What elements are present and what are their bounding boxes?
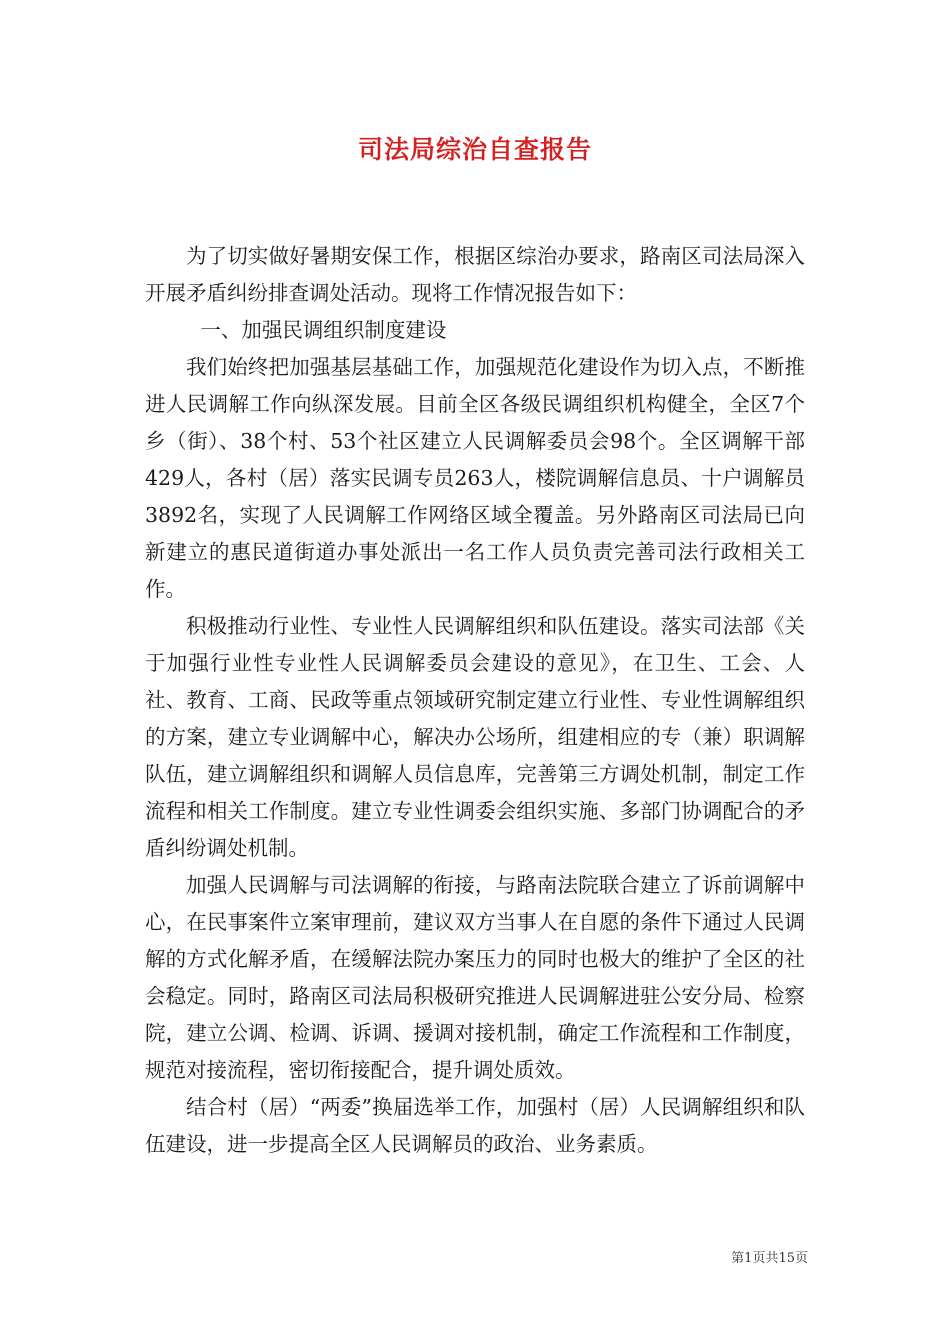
document-body: [145, 238, 805, 1163]
paragraph-intro: 为了切实做好暑期安保工作，根据区综治办要求，路南区司法局深入开展矛盾纠纷排查调处活动。现将工作情况报告如下：: [145, 244, 805, 305]
section-heading: 一、加强民调组织制度建设: [200, 318, 447, 342]
paragraph-professional-mediation: 积极推动行业性、专业性人民调解组织和队伍建设。落实司法部《关于加强行业性专业性人民调解委员会建设的意见》，在卫生、工会、人社、教育、工商、民政等重点领域研究制定建立行业性、专业性调解组织的方案，建立专业调解中心，解决办公场所，组建相应的专（兼）职调解队伍，建立调解组织和调解人员信息库，完善第三方调处机制，制定工作流程和相关工作制度。建立专业性调委会组织实施、多部门协调配合的矛盾纠纷调处机制。: [145, 614, 805, 860]
paragraph-village-election: 结合村（居）“两委”换届选举工作，加强村（居）人民调解组织和队伍建设，进一步提高全区人民调解员的政治、业务素质。: [145, 1095, 805, 1156]
page-title: 司法局综治自查报告: [357, 135, 592, 164]
paragraph-judicial-linkage: 加强人民调解与司法调解的衔接，与路南法院联合建立了诉前调解中心，在民事案件立案审理前，建议双方当事人在自愿的条件下通过人民调解的方式化解矛盾，在缓解法院办案压力的同时也极大的维护了全区的社会稳定。同时，路南区司法局积极研究推进人民调解进驻公安分局、检察院，建立公调、检调、诉调、援调对接机制，确定工作流程和工作制度，规范对接流程，密切衔接配合，提升调处质效。: [145, 873, 805, 1082]
page-number: 第1页共15页: [731, 1251, 808, 1266]
paragraph-organization: 我们始终把加强基层基础工作，加强规范化建设作为切入点，不断推进人民调解工作向纵深发展。目前全区各级民调组织机构健全，全区7个乡（街）、38个村、53个社区建立人民调解委员会98个。全区调解干部429人，各村（居）落实民调专员263人，楼院调解信息员、十户调解员3892名，实现了人民调解工作网络区域全覆盖。另外路南区司法局已向新建立的惠民道街道办事处派出一名工作人员负责完善司法行政相关工作。: [145, 355, 805, 601]
